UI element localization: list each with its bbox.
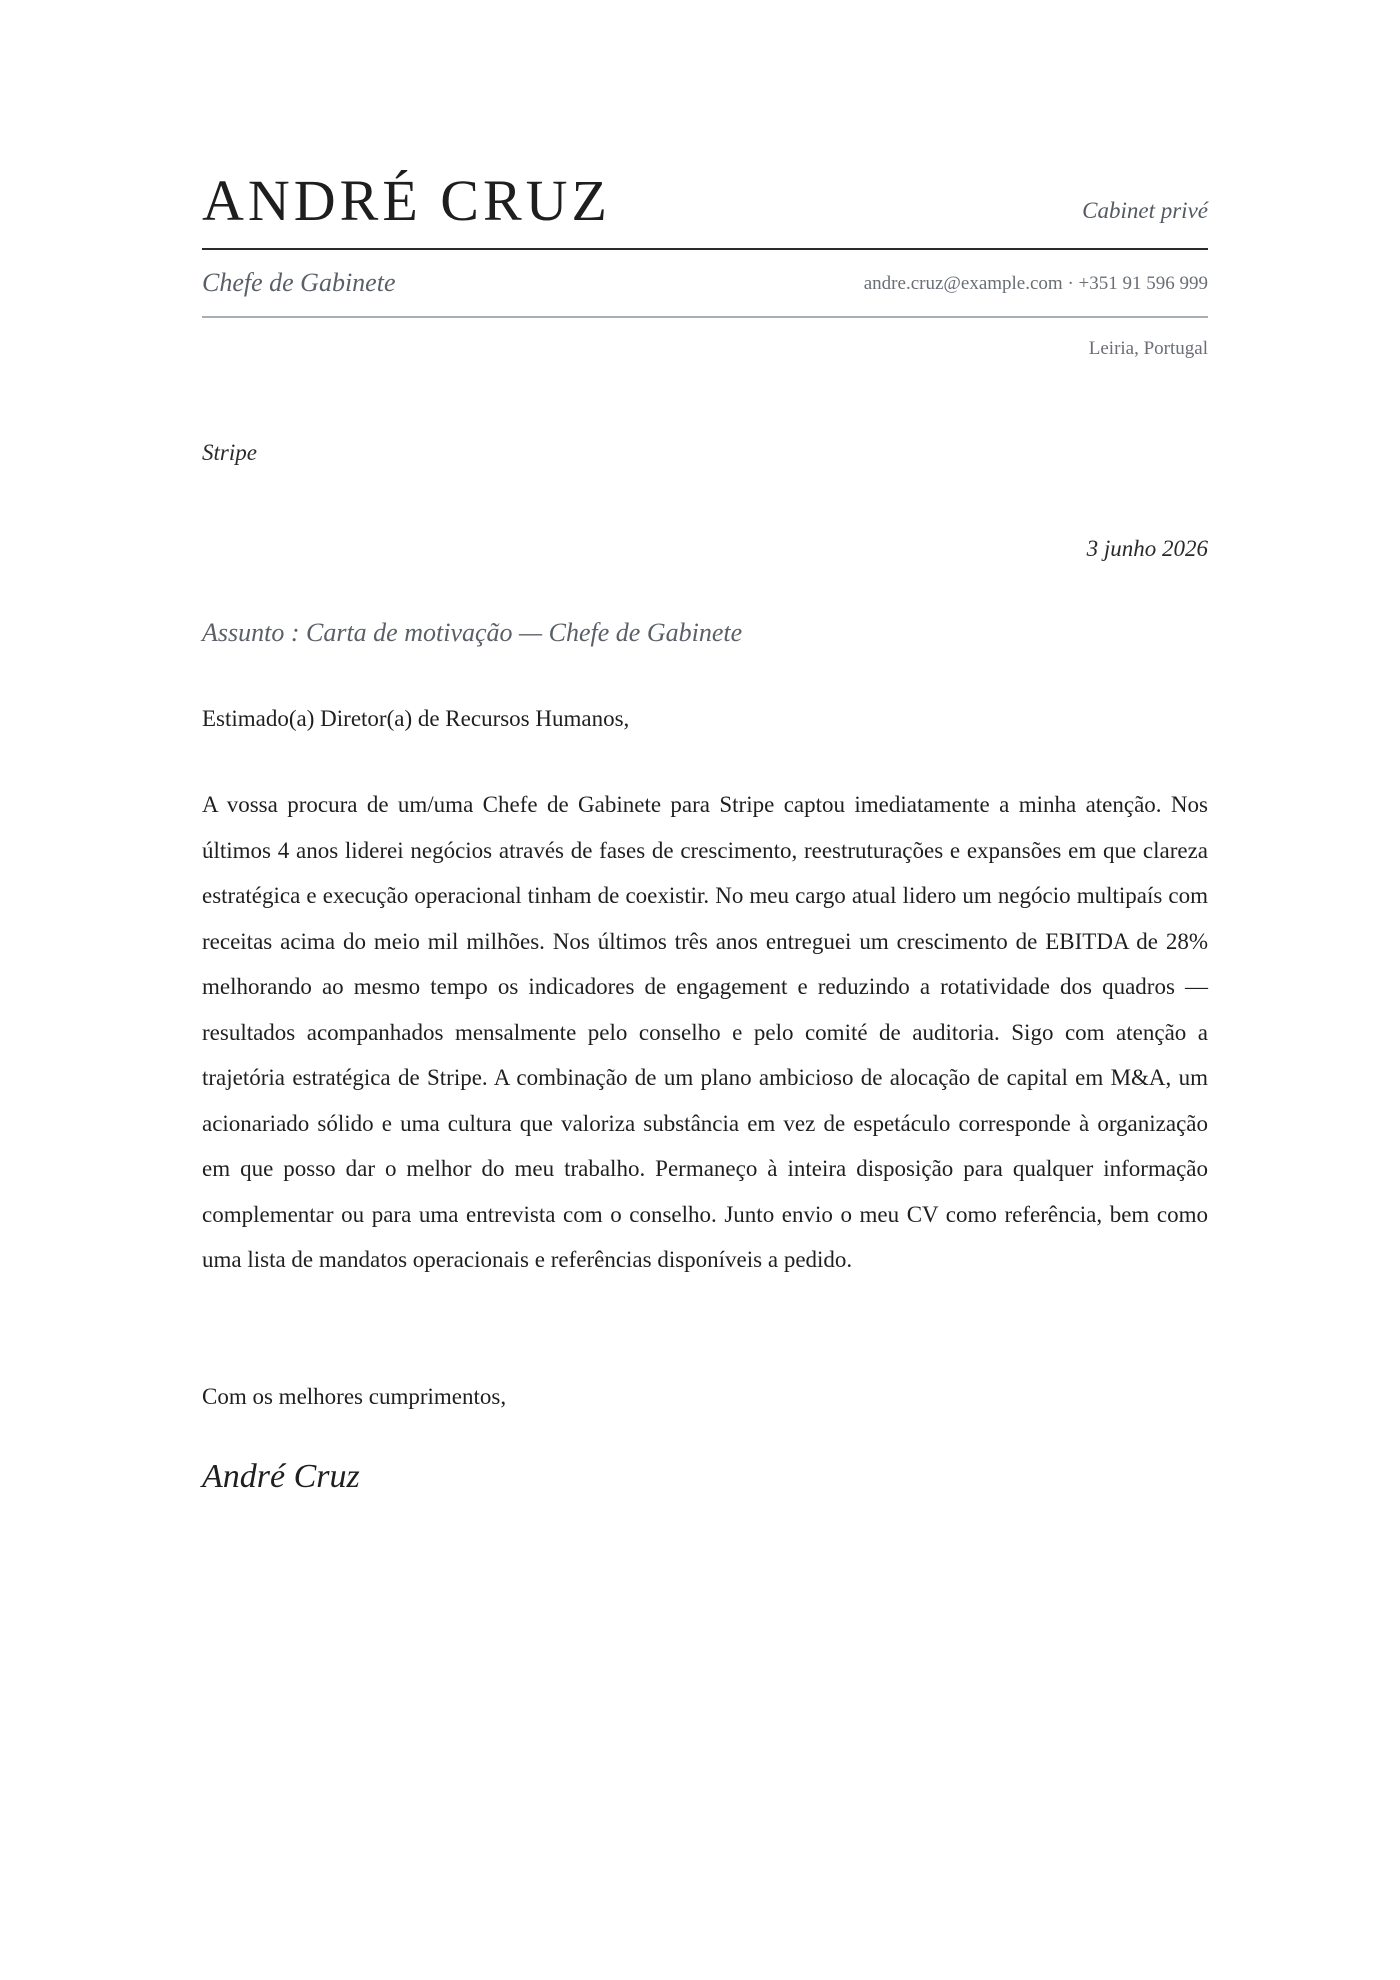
sender-role: Chefe de Gabinete	[202, 268, 396, 297]
letter-closing: Com os melhores cumprimentos,	[202, 1384, 507, 1409]
sender-details	[202, 268, 1208, 304]
header-divider	[202, 248, 1208, 250]
letterhead	[202, 166, 1208, 246]
subheader-divider	[202, 316, 1208, 318]
recipient-name: Stripe	[202, 440, 257, 465]
letter-greeting: Estimado(a) Diretor(a) de Recursos Humanos,	[202, 706, 630, 731]
sender-name: ANDRÉ CRUZ	[202, 168, 611, 233]
letter-subject: Assunto : Carta de motivação — Chefe de Gabinete	[202, 618, 743, 647]
letter-date: 3 junho 2026	[1086, 536, 1208, 561]
letter-body: A vossa procura de um/uma Chefe de Gabinete para Stripe captou imediatamente a minha atenção. Nos últimos 4 anos liderei negócios através de fases de crescimento, reestruturações e expansões em que clareza estratégica e execução operacional tinham de coexistir. No meu cargo atual lidero um negócio multipaís com receitas acima do meio mil milhões. Nos últimos três anos entreguei um crescimento de EBITDA de 28% melhorando ao mesmo tempo os indicadores de engagement e reduzindo a rotatividade dos quadros — resultados acompanhados mensalmente pelo conselho e pelo comité de auditoria. Sigo com atenção a trajetória estratégica de Stripe. A combinação de um plano ambicioso de alocação de capital em M&A, um acionariado sólido e uma cultura que valoriza substância em vez de espetáculo corresponde à organização em que posso dar o melhor do meu trabalho. Permaneço à inteira disposição para qualquer informação complementar ou para uma entrevista com o conselho. Junto envio o meu CV como referência, bem como uma lista de mandatos operacionais e referências disponíveis a pedido.	[202, 792, 1208, 1272]
sender-contact: andre.cruz@example.com · +351 91 596 999	[863, 273, 1208, 294]
signature: André Cruz	[202, 1458, 360, 1495]
sender-location: Leiria, Portugal	[1088, 338, 1208, 359]
sender-tagline: Cabinet privé	[1082, 198, 1208, 223]
